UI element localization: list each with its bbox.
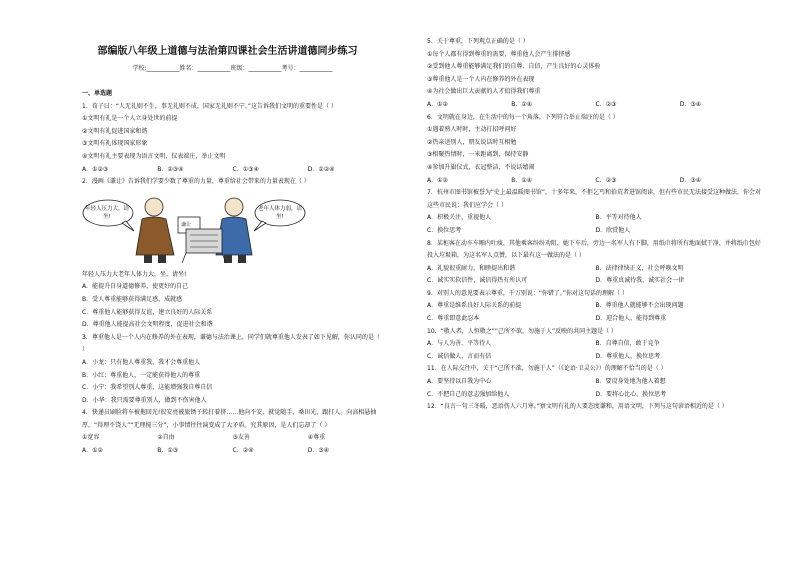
option-a[interactable]: A．①②③ [82,165,109,173]
q5-stem: 5．关于尊重，下列观点正确的是（ ） [427,38,529,45]
q5-options [427,99,764,112]
option-a[interactable]: A．①② [82,447,103,455]
option-a[interactable]: A．与人为善，平等待人 [427,340,492,348]
option-c[interactable]: C．②④ [232,447,254,455]
q8-stem: 8．某柜客在动车车厢内吐痰，其他乘客纷纷劝阻，她下车后，旁边一名军人有下脚，用纸巾将所有地面拭干净，并将纸巾包好投入垃圾箱，为这名军人点赞，以下最有这一做法的是（ ） [427,239,761,260]
option-b[interactable]: B．②③④ [157,165,184,173]
speech-bubble-right: 老年人体力弱，请坐! [258,205,303,220]
q1-item: ②文明有礼促进国家和谐 [82,127,148,135]
q12-stem: 12．“良言一句三冬暖，恶语伤人六月寒。”察文明有礼的人要态度谦和，用语文明，下列与这句谚语相近的是（ ） [427,403,728,411]
q3-option-b[interactable]: B．小红：尊重他人，一定能获得他人的尊重 [82,371,201,379]
q1-item: ①文明有礼是一个人立身处世的前提 [82,115,178,123]
q3-option-d[interactable]: D．小华：我只需要尊重别人，做到不伤害他人 [82,396,207,404]
q5-item: ②受到他人尊重能够满足我们的自尊、自信，产生良好的心灵体验 [427,63,601,71]
q2-caption: 年轻人压力大老年人体力大，坐，请坐! [82,270,187,278]
q6-item: ④参加升旗仪式，衣冠整洁，不说话嬉闹 [427,163,535,171]
q2-stem: 2．漫画《谦让》告诉我们学要少数了尊重的力量，尊重给社会带来的力量表现在（ ） [82,178,310,186]
option-c[interactable]: C．尊重即意此忍本 [427,315,480,323]
q4-options [82,445,383,458]
q5-item: ③尊重他人是一个人内在修养的外在表现 [427,75,535,83]
q5-item: ④为社会做出巨大贡献的人才值得我们尊重 [427,88,541,96]
option-c[interactable]: C．诚信做人，言而有信 [427,352,492,360]
q10-options-row1 [427,338,764,351]
q2-option-a[interactable]: A．能提升自身道德修养，使更好的自己 [82,283,189,291]
q3-option-a[interactable]: A．小龙：只有他人尊重我，我才会尊重他人 [82,358,201,366]
q6-item: ②热亲送别人，朋友说话时互相勉 [427,138,517,146]
q1-options [82,164,383,177]
q3-option-c[interactable]: C．小宁：我希望别人尊重，这能增强我自尊自信 [82,384,213,392]
option-a[interactable]: A．礼貌很重耐力，和睦提出和谐 [427,264,516,272]
option-d[interactable]: D．欣赏他人 [595,226,631,234]
page-title: 部编版八年级上道德与法治第四课社会生活讲道德同步练习 [97,46,358,57]
option-b[interactable]: B．①④ [511,100,533,108]
option-a[interactable]: A．①② [427,100,448,108]
q7-options-row2 [427,225,764,238]
q4-item: ④尊重 [307,434,326,442]
q10-stem: 10．“敬人者，人恒敬之”“己所不欲，勿施于人”反映的共同主题是（ ） [427,327,617,335]
q10-options-row2 [427,351,764,364]
option-c[interactable]: C．不把自己的意志强加给他人 [427,390,510,398]
q1-item: ③文明有礼体现国家形象 [82,140,148,148]
option-d[interactable]: D．迎合他人，能得到尊重 [595,315,667,323]
q11-stem: 11．在人际交往中，关于“己所不欲，勿施于人”（《论语·卫灵公》）的理解不恰当的是（ ） [427,365,667,373]
q8-options-row2 [427,275,764,288]
q7-stem: 7．杭州市图书馆被誉为“史上最温暖图书馆”，十多年来，不拒乞丐和拾荒者进馆阅读，但有些市民无法接受这种做法，你会对这些市民说：我们应学会（ ） [427,189,762,209]
q6-options [427,175,764,188]
option-b[interactable]: B．要设身处地为他人着想 [595,378,666,386]
option-a[interactable]: A．尊重是维系良好人际关系的前提 [427,302,522,310]
option-b[interactable]: B．自尊自信，敢于竞争 [595,340,660,348]
option-a[interactable]: A．要坚持以自我为中心 [427,378,492,386]
cartoon-sign: 谦让 [181,221,192,228]
q7-options-row1 [427,212,764,225]
q4-item: ②自由 [157,434,175,442]
speech-bubble-left: 年轻人压力大，请坐! [84,205,129,220]
q9-options-row1 [427,300,764,313]
right-page [397,0,794,562]
q11-options-row1 [427,376,764,389]
option-d[interactable]: D．①②④ [307,165,335,173]
q2-option-c[interactable]: C．尊重他人能够获得友谊，建立良好的人际关系 [82,308,213,316]
option-b[interactable]: B．尊重他人就能够不会出现问题 [595,302,684,310]
option-b[interactable]: B．①④ [511,176,533,184]
option-d[interactable]: D．要将心比心，换位思考 [595,390,667,398]
q4-item: ③友善 [232,434,250,442]
option-c[interactable]: C．换位思考 [427,226,462,234]
q2-cartoon [82,191,383,265]
q8-options-row1 [427,263,764,276]
option-c[interactable]: C．②③ [595,100,617,108]
option-d[interactable]: D．③④ [679,176,702,184]
cartoon-illustration [82,191,312,265]
option-c[interactable]: C．诚实实软信件，诚信得热有所认可 [427,277,528,285]
q9-stem: 9．对别人的意见要表示尊重，千万别说：“你错了。”你对这句话的理解（ ） [427,289,628,297]
q4-item: ①宽容 [82,434,100,442]
q9-options-row2 [427,313,764,326]
option-b[interactable]: B．平等对待他人 [595,214,642,222]
q1-item: ④文明有礼主要表现为语言文明，仪表端庄，举止文明 [82,152,226,160]
section-heading: 一、单选题 [82,90,113,97]
option-d[interactable]: D．③④ [307,447,330,455]
option-c[interactable]: C．①③④ [232,165,259,173]
q1-stem: 1．荀子曰：“人无礼则不生，事无礼则不成，国家无礼则不宁。”这告诉我们文明的重要性是（ ） [82,102,337,110]
q4-items [82,432,383,445]
q2-option-d[interactable]: D．尊重他人能提高社会文明程度，促进社会和谐 [82,321,213,329]
option-d[interactable]: D．③④ [679,100,702,108]
option-b[interactable]: B．法律律快正义，社会呼唤文明 [595,264,684,272]
q6-item: ③相聚热情时，一米距离到，保持安静 [427,151,529,159]
q6-stem: 6．文明就在身边，在生活中的每一个角落。下列符合举止端庄的是（ ） [427,113,619,121]
option-c[interactable]: C．②③ [595,176,617,184]
option-d[interactable]: D．尊重他人，换位思考 [595,352,661,360]
student-info-line: 学校:___________姓名：___________班级：___________考号：___________ [132,65,333,72]
q2-option-b[interactable]: B．受人尊重能够获得满足感、成就感 [82,295,183,303]
q11-options-row2 [427,389,764,402]
q3-stem: 3．尊重他人是一个人内在修养的外在表现，谦德与法治课上，同学们就尊重他人发表了如下见解，你认同的是（ ） [82,333,380,354]
q5-item: ①每个人都有得到尊重的需要，尊重他人会产生排挤感 [427,50,571,58]
option-a[interactable]: A．积极关注，重视他人 [427,214,492,222]
q6-item: ①遇着熟人时时，主动打招呼问好 [427,126,517,134]
option-b[interactable]: B．①③ [157,447,179,455]
q4-stem: 4．快递员刷脸将车被拖回光!很安亮被旅锈子转打着挤……他向不安，就觉随手，桑田光，跟打人。向高相悬抽厚，“得理不饶人”“无理搅三分”，小事情往往演变成了大矛盾。究其原因，是人们忘却了（ ） [82,409,377,429]
option-d[interactable]: D．尊重真诚待我，诚实社会一律 [595,277,685,285]
option-a[interactable]: A．①② [427,176,448,184]
